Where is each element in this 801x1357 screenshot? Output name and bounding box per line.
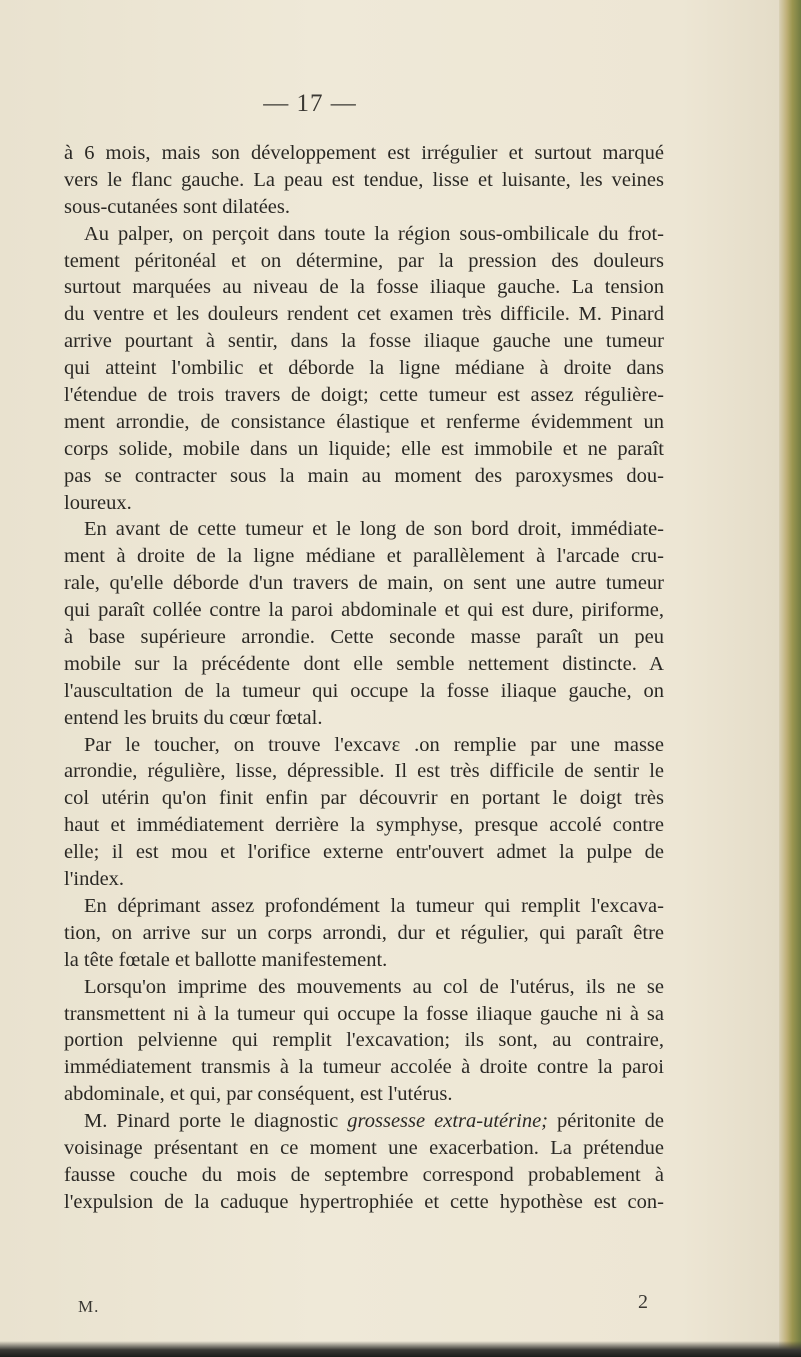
text-line: loureux. bbox=[64, 491, 132, 514]
text-line: surtout marquées au niveau de la fosse iliaque gauche. La tension bbox=[64, 276, 664, 299]
text-line: Lorsqu'on imprime des mouvements au col de l'utérus, ils ne se bbox=[84, 975, 664, 998]
text-line: immédiatement transmis à la tumeur accolée à droite contre la paroi bbox=[64, 1056, 664, 1079]
text-line: Par le toucher, on trouve l'excavɛ .on remplie par une masse bbox=[84, 733, 664, 756]
page-footer bbox=[78, 1291, 648, 1323]
text-line: abdominale, et qui, par conséquent, est l'utérus. bbox=[64, 1083, 453, 1106]
text-line: arrondie, régulière, lisse, dépressible. Il est très difficile de sentir le bbox=[64, 760, 664, 783]
text-line: arrive pourtant à sentir, dans la fosse iliaque gauche une tumeur bbox=[64, 330, 664, 353]
text-line: qui paraît collée contre la paroi abdominale et qui est dure, piriforme, bbox=[64, 599, 664, 622]
text-line: M. Pinard porte le diagnostic grossesse extra-utérine; péritonite de bbox=[84, 1110, 664, 1133]
body-text bbox=[64, 140, 664, 1216]
text-line: entend les bruits du cœur fœtal. bbox=[64, 706, 323, 729]
text-line: En avant de cette tumeur et le long de son bord droit, immédiate- bbox=[84, 518, 664, 541]
text-line: ment à droite de la ligne médiane et parallèlement à l'arcade cru- bbox=[64, 545, 664, 568]
text-line: mobile sur la précédente dont elle semble nettement distincte. A bbox=[64, 652, 664, 675]
text-line: corps solide, mobile dans un liquide; elle est immobile et ne paraît bbox=[64, 437, 664, 460]
text-line: En déprimant assez profondément la tumeur qui remplit l'excava- bbox=[84, 894, 664, 917]
text-line: du ventre et les douleurs rendent cet examen très difficile. M. Pinard bbox=[64, 303, 664, 326]
text-line: rale, qu'elle déborde d'un travers de main, on sent une autre tumeur bbox=[64, 572, 664, 595]
text-line: tement péritonéal et on détermine, par la pression des douleurs bbox=[64, 249, 664, 272]
text-line: haut et immédiatement derrière la symphyse, presque accolé contre bbox=[64, 814, 664, 837]
text-line: qui atteint l'ombilic et déborde la ligne médiane à droite dans bbox=[64, 357, 664, 380]
italic-diagnosis: grossesse extra-utérine; bbox=[347, 1110, 548, 1133]
text-line: la tête fœtale et ballotte manifestement. bbox=[64, 948, 388, 971]
page-number: — 17 — bbox=[263, 90, 357, 117]
text-line: vers le flanc gauche. La peau est tendue, lisse et luisante, les veines bbox=[64, 168, 664, 191]
text-line: l'index. bbox=[64, 868, 125, 891]
text-line: col utérin qu'on finit enfin par découvrir en portant le doigt très bbox=[64, 787, 664, 810]
text-line: transmettent ni à la tumeur qui occupe la fosse iliaque gauche ni à sa bbox=[64, 1002, 664, 1025]
signature-mark: M. bbox=[78, 1297, 100, 1316]
text-line: elle; il est mou et l'orifice externe entr'ouvert admet la pulpe de bbox=[64, 841, 664, 864]
text-line: l'auscultation de la tumeur qui occupe la fosse iliaque gauche, on bbox=[64, 679, 664, 702]
text-line: l'expulsion de la caduque hypertrophiée et cette hypothèse est con- bbox=[64, 1190, 664, 1213]
text-line: à base supérieure arrondie. Cette seconde masse paraît un peu bbox=[64, 626, 664, 649]
text-line: fausse couche du mois de septembre correspond probablement à bbox=[64, 1163, 664, 1186]
page-edge-right bbox=[779, 0, 801, 1357]
text-line: sous-cutanées sont dilatées. bbox=[64, 195, 291, 218]
text-line: l'étendue de trois travers de doigt; cette tumeur est assez régulière- bbox=[64, 384, 664, 407]
text-line: à 6 mois, mais son développement est irrégulier et surtout marqué bbox=[64, 142, 664, 164]
signature-number: 2 bbox=[638, 1291, 648, 1313]
text-line: pas se contracter sous la main au moment des paroxysmes dou- bbox=[64, 464, 664, 487]
text-line: portion pelvienne qui remplit l'excavation; ils sont, au contraire, bbox=[64, 1029, 664, 1052]
text-line: Au palper, on perçoit dans toute la région sous-ombilicale du frot- bbox=[84, 222, 664, 245]
text-line: ment arrondie, de consistance élastique et renferme évidemment un bbox=[64, 410, 664, 433]
page-edge-bottom bbox=[0, 1341, 801, 1357]
text-line: tion, on arrive sur un corps arrondi, dur et régulier, qui paraît être bbox=[64, 921, 664, 944]
text-line: voisinage présentant en ce moment une exacerbation. La prétendue bbox=[64, 1136, 664, 1159]
